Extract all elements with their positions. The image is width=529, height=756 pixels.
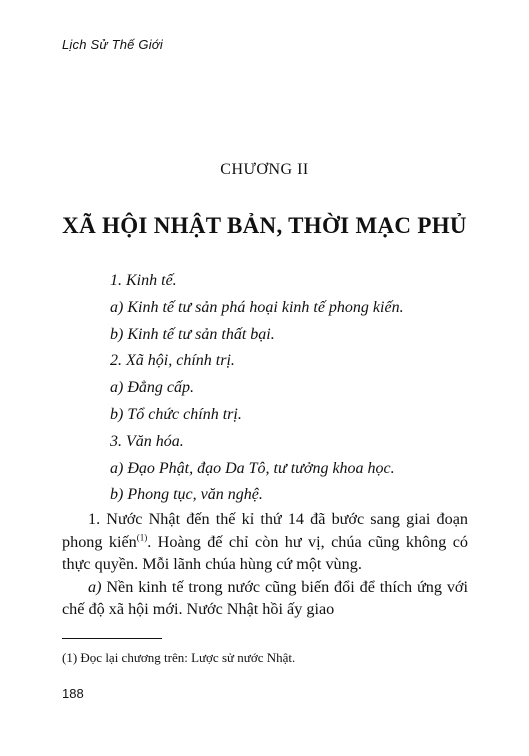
paragraph-text: 1. Nước Nhật đến thế kỉ thứ 14 đã bước sang giai đoạn phong kiến: [62, 510, 468, 551]
footnote: (1) Đọc lại chương trên: Lược sử nước Nhật.: [62, 650, 296, 665]
outline-item: b) Phong tục, văn nghệ.: [110, 486, 263, 504]
outline-item: 1. Kinh tế.: [110, 272, 177, 289]
outline-item: b) Tổ chức chính trị.: [110, 405, 242, 423]
paragraph: [62, 508, 468, 576]
paragraph: [62, 576, 468, 621]
footnote-divider: [62, 638, 162, 639]
chapter-label: CHƯƠNG II: [220, 161, 309, 178]
paragraph-text: Nền kinh tế trong nước cũng biến đổi để thích ứng với chế độ xã hội mới. Nước Nhật hồi ấy giao: [62, 577, 468, 618]
paragraph-text: . Hoàng đế chỉ còn hư vị, chúa cũng không có thực quyền. Mỗi lãnh chúa hùng cứ một vùng.: [62, 532, 469, 573]
outline-item: 2. Xã hội, chính trị.: [110, 352, 235, 370]
outline-item: a) Kinh tế tư sản phá hoại kinh tế phong kiến.: [110, 298, 404, 316]
body-text: [62, 508, 468, 621]
running-header: Lịch Sử Thế Giới: [62, 37, 163, 52]
page-number: 188: [62, 686, 84, 701]
paragraph-label: a): [88, 577, 102, 596]
outline-item: 3. Văn hóa.: [110, 432, 184, 450]
outline-item: b) Kinh tế tư sản thất bại.: [110, 325, 275, 343]
chapter-outline: [110, 268, 404, 509]
footnote-reference: (1): [136, 532, 148, 543]
outline-item: a) Đẳng cấp.: [110, 379, 194, 397]
chapter-title: XÃ HỘI NHẬT BẢN, THỜI MẠC PHỦ: [62, 213, 467, 238]
outline-item: a) Đạo Phật, đạo Da Tô, tư tưởng khoa học.: [110, 459, 395, 477]
